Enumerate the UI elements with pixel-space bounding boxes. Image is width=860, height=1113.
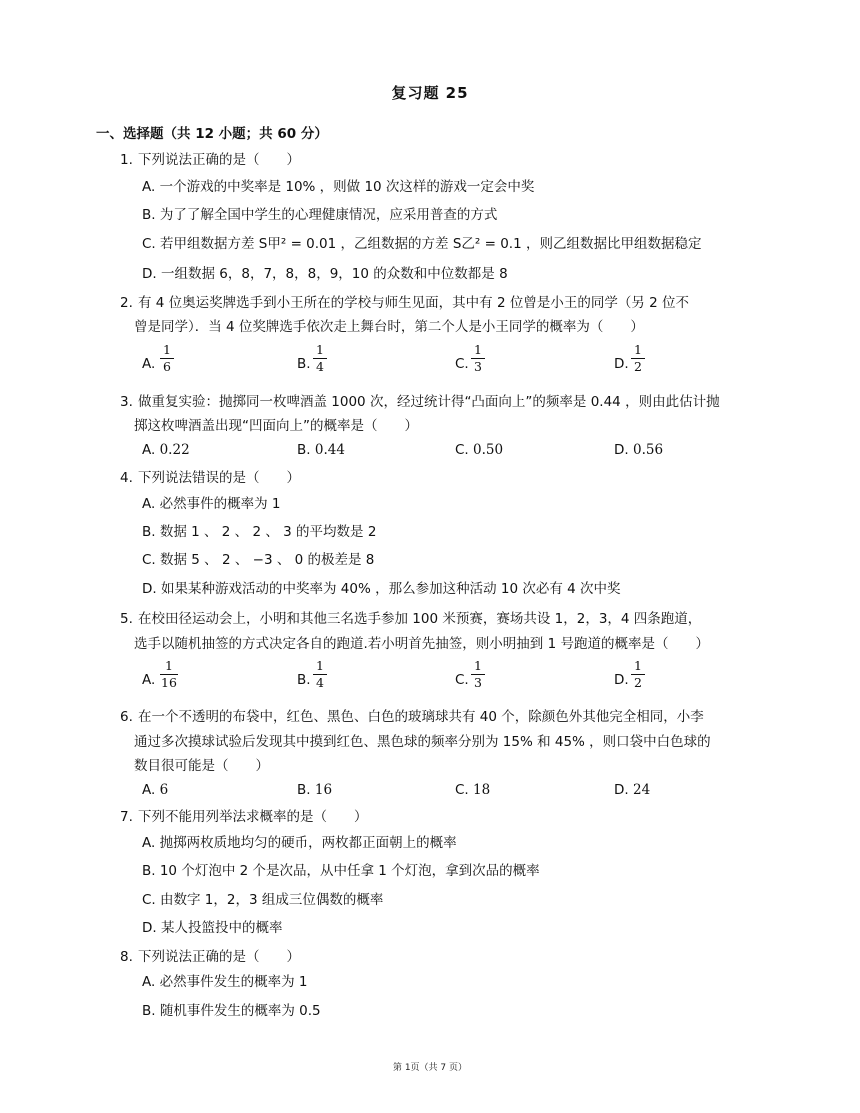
section-heading: 一、选择题（共 12 小题；共 60 分） bbox=[96, 126, 328, 142]
option-value: 0.22 bbox=[159, 442, 190, 458]
denominator: 3 bbox=[474, 675, 482, 690]
option-c bbox=[455, 780, 490, 800]
question-stem-line: 选手以随机抽签的方式决定各自的跑道.若小明首先抽签，则小明抽到 1 号跑道的概率是（ ） bbox=[134, 636, 709, 652]
denominator: 2 bbox=[634, 359, 642, 374]
option-c-fraction bbox=[471, 659, 485, 690]
question-stem-line: 有 4 位奥运奖牌选手到小王所在的学校与师生见面，其中有 2 位曾是小王的同学（另 2 位不 bbox=[138, 295, 690, 311]
option-b: B. 数据 1 、 2 、 2 、 3 的平均数是 2 bbox=[142, 524, 377, 540]
option-label: B. bbox=[297, 442, 311, 458]
option-c bbox=[455, 440, 503, 460]
option-d-fraction bbox=[631, 343, 645, 374]
option-b-fraction bbox=[313, 343, 327, 374]
question-stem-line: 掷这枚啤酒盖出现“凹面向上”的概率是（ ） bbox=[134, 418, 418, 434]
option-a bbox=[142, 440, 190, 460]
option-label: C. bbox=[455, 442, 469, 458]
option-a-label: A. bbox=[142, 356, 156, 372]
option-a bbox=[142, 780, 168, 800]
numerator: 1 bbox=[316, 658, 324, 673]
option-a: A. 一个游戏的中奖率是 10% ，则做 10 次这样的游戏一定会中奖 bbox=[142, 179, 535, 195]
option-a-fraction bbox=[160, 659, 178, 690]
denominator: 4 bbox=[316, 675, 324, 690]
question-stem-line: 数目很可能是（ ） bbox=[134, 758, 269, 774]
option-d-label: D. bbox=[614, 672, 629, 688]
option-label: B. bbox=[297, 782, 311, 798]
question-number: 5. bbox=[120, 611, 133, 627]
option-d-fraction bbox=[631, 659, 645, 690]
option-c: C. 由数字 1，2，3 组成三位偶数的概率 bbox=[142, 892, 384, 908]
option-d: D. 如果某种游戏活动的中奖率为 40% ，那么参加这种活动 10 次必有 4 次中奖 bbox=[142, 581, 621, 597]
option-value: 24 bbox=[632, 782, 651, 798]
option-value: 0.44 bbox=[314, 442, 345, 458]
question-stem: 下列说法正确的是（ ） bbox=[138, 152, 300, 168]
denominator: 16 bbox=[161, 675, 177, 690]
question-stem-line: 通过多次摸球试验后发现其中摸到红色、黑色球的频率分别为 15% 和 45% ，则口袋中白色球的 bbox=[134, 734, 711, 750]
option-a: A. 必然事件的概率为 1 bbox=[142, 496, 281, 512]
denominator: 3 bbox=[474, 359, 482, 374]
question-number: 3. bbox=[120, 394, 133, 410]
denominator: 6 bbox=[163, 359, 171, 374]
option-a-fraction bbox=[160, 343, 174, 374]
option-b bbox=[297, 780, 332, 800]
question-number: 7. bbox=[120, 809, 133, 825]
question-number: 4. bbox=[120, 470, 133, 486]
numerator: 1 bbox=[165, 658, 173, 673]
option-c-fraction bbox=[471, 343, 485, 374]
option-b-label: B. bbox=[297, 672, 311, 688]
question-stem: 下列不能用列举法求概率的是（ ） bbox=[138, 809, 368, 825]
numerator: 1 bbox=[474, 658, 482, 673]
option-a: A. 必然事件发生的概率为 1 bbox=[142, 974, 308, 990]
option-b-fraction bbox=[313, 659, 327, 690]
denominator: 2 bbox=[634, 675, 642, 690]
option-d: D. 某人投篮投中的概率 bbox=[142, 920, 283, 936]
question-stem-line: 做重复实验：抛掷同一枚啤酒盖 1000 次，经过统计得“凸面向上”的频率是 0.44 ，则由此估计抛 bbox=[138, 394, 720, 410]
option-b: B. 为了了解全国中学生的心理健康情况，应采用普查的方式 bbox=[142, 207, 498, 223]
option-d-label: D. bbox=[614, 356, 629, 372]
question-stem-line: 在校田径运动会上，小明和其他三名选手参加 100 米预赛，赛场共设 1，2，3，4 四条跑道， bbox=[138, 611, 702, 627]
option-value: 0.50 bbox=[473, 442, 504, 458]
option-label: C. bbox=[455, 782, 469, 798]
numerator: 1 bbox=[634, 658, 642, 673]
question-stem-line: 曾是同学）．当 4 位奖牌选手依次走上舞台时，第二个人是小王同学的概率为（ ） bbox=[134, 319, 644, 335]
page-footer: 第 1页（共 7 页） bbox=[392, 1063, 468, 1073]
question-number: 1. bbox=[120, 152, 133, 168]
option-c-label: C. bbox=[455, 672, 469, 688]
option-label: D. bbox=[614, 782, 629, 798]
option-a: A. 抛掷两枚质地均匀的硬币，两枚都正面朝上的概率 bbox=[142, 835, 457, 851]
option-a-label: A. bbox=[142, 672, 156, 688]
option-label: D. bbox=[614, 442, 629, 458]
option-value: 18 bbox=[473, 782, 491, 798]
option-label: A. bbox=[142, 782, 156, 798]
numerator: 1 bbox=[163, 342, 171, 357]
numerator: 1 bbox=[474, 342, 482, 357]
option-value: 6 bbox=[159, 782, 169, 798]
option-d bbox=[614, 440, 663, 460]
numerator: 1 bbox=[634, 342, 642, 357]
option-b: B. 10 个灯泡中 2 个是次品，从中任拿 1 个灯泡，拿到次品的概率 bbox=[142, 863, 540, 879]
option-b: B. 随机事件发生的概率为 0.5 bbox=[142, 1003, 321, 1019]
numerator: 1 bbox=[316, 342, 324, 357]
question-number: 6. bbox=[120, 709, 133, 725]
question-number: 2. bbox=[120, 295, 133, 311]
option-d: D. 一组数据 6，8，7，8，8，9，10 的众数和中位数都是 8 bbox=[142, 266, 508, 282]
denominator: 4 bbox=[316, 359, 324, 374]
question-stem-line: 在一个不透明的布袋中，红色、黑色、白色的玻璃球共有 40 个，除颜色外其他完全相同，小李 bbox=[138, 709, 704, 725]
option-b-label: B. bbox=[297, 356, 311, 372]
page-title: 复习题 25 bbox=[391, 84, 469, 102]
question-stem: 下列说法正确的是（ ） bbox=[138, 949, 300, 965]
question-stem: 下列说法错误的是（ ） bbox=[138, 470, 300, 486]
option-value: 16 bbox=[314, 782, 333, 798]
question-number: 8. bbox=[120, 949, 133, 965]
option-c: C. 若甲组数据方差 S甲² = 0.01 ，乙组数据的方差 S乙² = 0.1 ，则乙组数据比甲组数据稳定 bbox=[142, 236, 702, 252]
option-c-label: C. bbox=[455, 356, 469, 372]
option-d bbox=[614, 780, 650, 800]
option-value: 0.56 bbox=[632, 442, 664, 458]
option-label: A. bbox=[142, 442, 156, 458]
option-b bbox=[297, 440, 345, 460]
option-c: C. 数据 5 、 2 、 −3 、 0 的极差是 8 bbox=[142, 552, 375, 568]
